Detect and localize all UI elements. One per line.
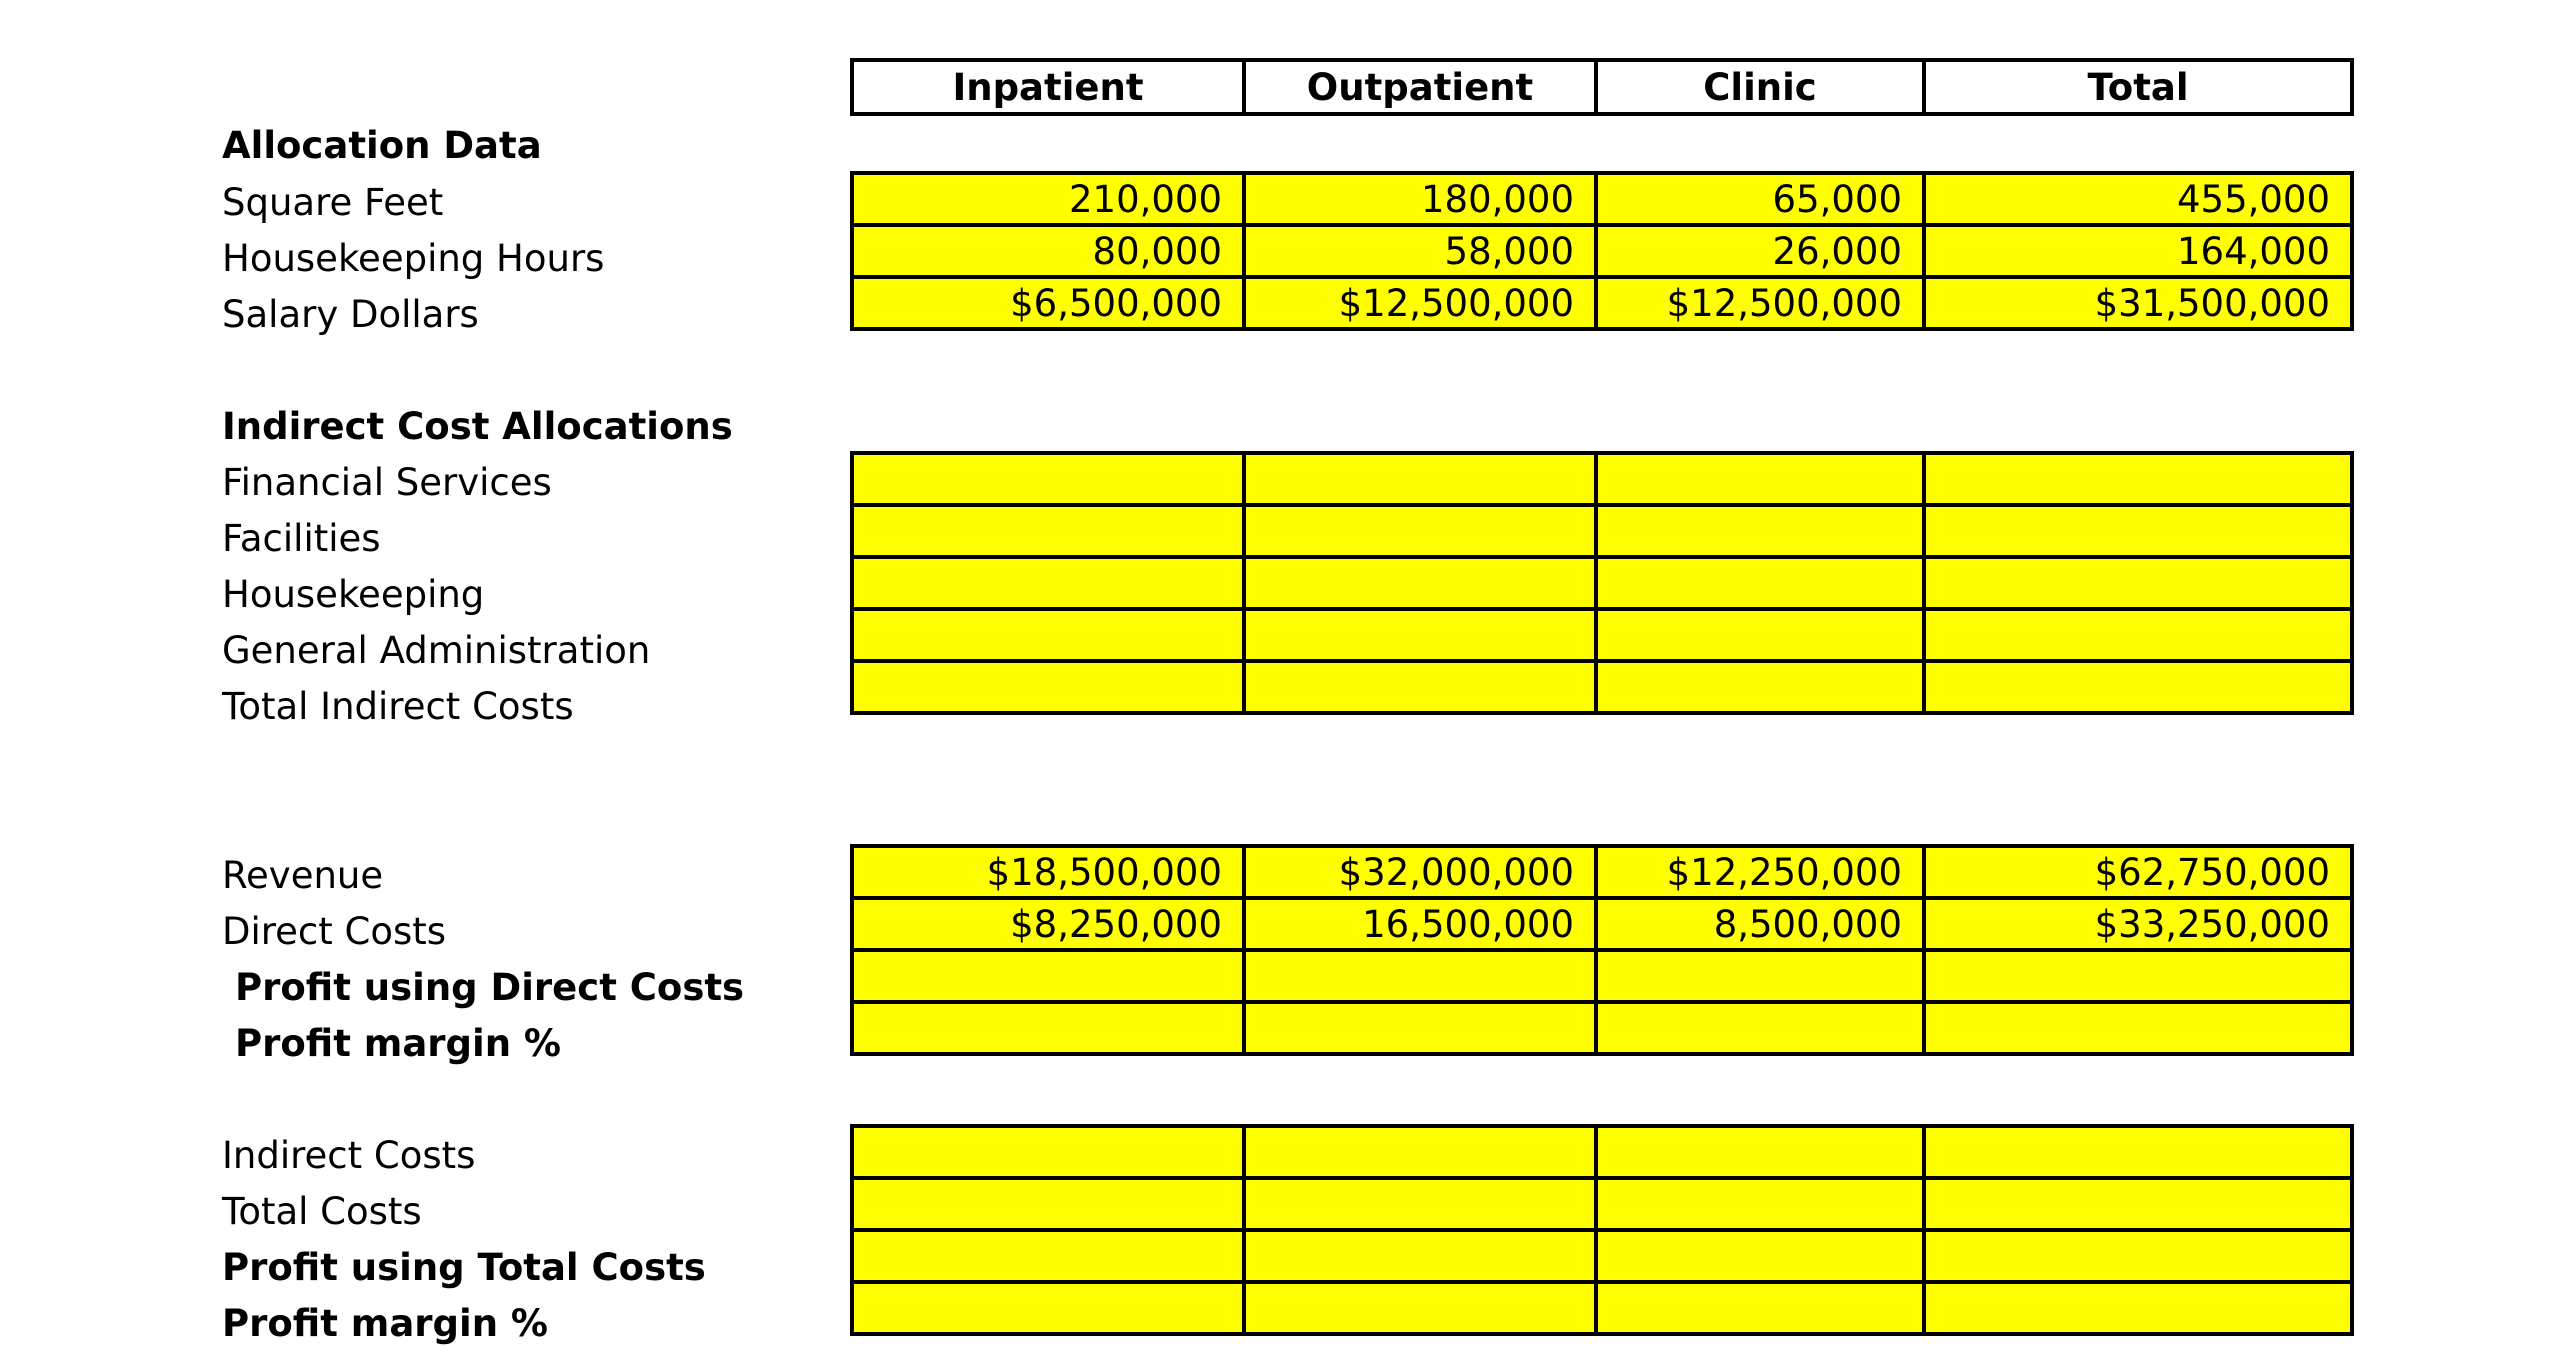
- table-row: [852, 1126, 2352, 1178]
- cell-profit-direct-outpatient[interactable]: [1244, 950, 1596, 1002]
- column-header-clinic: Clinic: [1596, 60, 1924, 114]
- cell-general-administration-outpatient[interactable]: [1244, 609, 1596, 661]
- cell-total-indirect-clinic[interactable]: [1596, 661, 1924, 713]
- table-row: [852, 277, 2352, 329]
- cell-margin-direct-clinic[interactable]: [1596, 1002, 1924, 1054]
- cell-general-administration-inpatient[interactable]: [852, 609, 1244, 661]
- table-row: [852, 846, 2352, 898]
- cell-direct-costs-outpatient[interactable]: 16,500,000: [1244, 898, 1596, 950]
- cell-profit-direct-clinic[interactable]: [1596, 950, 1924, 1002]
- cell-total-costs-inpatient[interactable]: [852, 1178, 1244, 1230]
- cell-indirect-costs-inpatient[interactable]: [852, 1126, 1244, 1178]
- cell-profit-total-outpatient[interactable]: [1244, 1230, 1596, 1282]
- row-label-general-administration: General Administration: [222, 629, 651, 672]
- table-row: [852, 609, 2352, 661]
- cell-margin-direct-outpatient[interactable]: [1244, 1002, 1596, 1054]
- cell-salary-dollars-clinic[interactable]: $12,500,000: [1596, 277, 1924, 329]
- cell-total-costs-total[interactable]: [1924, 1178, 2352, 1230]
- cell-square-feet-outpatient[interactable]: 180,000: [1244, 173, 1596, 225]
- direct-profit-table: [850, 844, 2354, 1056]
- cell-facilities-clinic[interactable]: [1596, 505, 1924, 557]
- cell-salary-dollars-total[interactable]: $31,500,000: [1924, 277, 2352, 329]
- row-label-total-costs: Total Costs: [222, 1190, 422, 1233]
- row-label-direct-costs: Direct Costs: [222, 910, 447, 953]
- cell-housekeeping-clinic[interactable]: [1596, 557, 1924, 609]
- row-label-housekeeping: Housekeeping: [222, 573, 485, 616]
- cell-square-feet-inpatient[interactable]: 210,000: [852, 173, 1244, 225]
- cell-margin-total-outpatient[interactable]: [1244, 1282, 1596, 1334]
- allocation-data-table: [850, 171, 2354, 331]
- cell-margin-total-total[interactable]: [1924, 1282, 2352, 1334]
- row-label-financial-services: Financial Services: [222, 461, 552, 504]
- section-title-indirect-cost-allocations: Indirect Cost Allocations: [222, 405, 733, 448]
- cell-housekeeping-hours-clinic[interactable]: 26,000: [1596, 225, 1924, 277]
- cell-financial-services-total[interactable]: [1924, 453, 2352, 505]
- cell-indirect-costs-total[interactable]: [1924, 1126, 2352, 1178]
- cell-general-administration-clinic[interactable]: [1596, 609, 1924, 661]
- row-label-housekeeping-hours: Housekeeping Hours: [222, 237, 605, 280]
- cell-facilities-inpatient[interactable]: [852, 505, 1244, 557]
- cell-facilities-outpatient[interactable]: [1244, 505, 1596, 557]
- cell-profit-direct-total[interactable]: [1924, 950, 2352, 1002]
- table-row: [852, 453, 2352, 505]
- table-row: [852, 225, 2352, 277]
- cell-total-costs-clinic[interactable]: [1596, 1178, 1924, 1230]
- table-row: [852, 1002, 2352, 1054]
- table-row: [852, 661, 2352, 713]
- cell-financial-services-outpatient[interactable]: [1244, 453, 1596, 505]
- cell-margin-total-inpatient[interactable]: [852, 1282, 1244, 1334]
- cell-housekeeping-hours-outpatient[interactable]: 58,000: [1244, 225, 1596, 277]
- row-label-profit-margin-direct: Profit margin %: [235, 1022, 562, 1065]
- table-row: [852, 1282, 2352, 1334]
- cell-total-costs-outpatient[interactable]: [1244, 1178, 1596, 1230]
- cell-square-feet-total[interactable]: 455,000: [1924, 173, 2352, 225]
- total-profit-table: [850, 1124, 2354, 1336]
- column-header-inpatient: Inpatient: [852, 60, 1244, 114]
- cell-direct-costs-total[interactable]: $33,250,000: [1924, 898, 2352, 950]
- cell-salary-dollars-inpatient[interactable]: $6,500,000: [852, 277, 1244, 329]
- cell-housekeeping-inpatient[interactable]: [852, 557, 1244, 609]
- cell-profit-total-inpatient[interactable]: [852, 1230, 1244, 1282]
- row-label-revenue: Revenue: [222, 854, 384, 897]
- row-label-total-indirect-costs: Total Indirect Costs: [222, 685, 574, 728]
- cell-revenue-inpatient[interactable]: $18,500,000: [852, 846, 1244, 898]
- cell-total-indirect-outpatient[interactable]: [1244, 661, 1596, 713]
- cell-financial-services-inpatient[interactable]: [852, 453, 1244, 505]
- cell-margin-total-clinic[interactable]: [1596, 1282, 1924, 1334]
- column-header-total: Total: [1924, 60, 2352, 114]
- cell-direct-costs-inpatient[interactable]: $8,250,000: [852, 898, 1244, 950]
- column-header-outpatient: Outpatient: [1244, 60, 1596, 114]
- cell-profit-total-total[interactable]: [1924, 1230, 2352, 1282]
- cell-margin-direct-total[interactable]: [1924, 1002, 2352, 1054]
- cell-indirect-costs-outpatient[interactable]: [1244, 1126, 1596, 1178]
- cell-revenue-outpatient[interactable]: $32,000,000: [1244, 846, 1596, 898]
- row-label-facilities: Facilities: [222, 517, 381, 560]
- cell-housekeeping-hours-inpatient[interactable]: 80,000: [852, 225, 1244, 277]
- row-label-indirect-costs: Indirect Costs: [222, 1134, 476, 1177]
- cell-total-indirect-total[interactable]: [1924, 661, 2352, 713]
- table-row: [852, 950, 2352, 1002]
- cell-total-indirect-inpatient[interactable]: [852, 661, 1244, 713]
- row-label-profit-direct: Profit using Direct Costs: [235, 966, 745, 1009]
- table-row: [852, 505, 2352, 557]
- cell-square-feet-clinic[interactable]: 65,000: [1596, 173, 1924, 225]
- cell-margin-direct-inpatient[interactable]: [852, 1002, 1244, 1054]
- cell-general-administration-total[interactable]: [1924, 609, 2352, 661]
- cell-indirect-costs-clinic[interactable]: [1596, 1126, 1924, 1178]
- row-label-salary-dollars: Salary Dollars: [222, 293, 479, 336]
- column-header-row: [852, 60, 2352, 114]
- cell-housekeeping-outpatient[interactable]: [1244, 557, 1596, 609]
- cell-direct-costs-clinic[interactable]: 8,500,000: [1596, 898, 1924, 950]
- cell-profit-total-clinic[interactable]: [1596, 1230, 1924, 1282]
- indirect-cost-table: [850, 451, 2354, 715]
- cell-financial-services-clinic[interactable]: [1596, 453, 1924, 505]
- table-row: [852, 1230, 2352, 1282]
- row-label-profit-total: Profit using Total Costs: [222, 1246, 706, 1289]
- row-label-profit-margin-total: Profit margin %: [222, 1302, 549, 1345]
- table-row: [852, 898, 2352, 950]
- cell-housekeeping-total[interactable]: [1924, 557, 2352, 609]
- cell-revenue-clinic[interactable]: $12,250,000: [1596, 846, 1924, 898]
- cell-revenue-total[interactable]: $62,750,000: [1924, 846, 2352, 898]
- cell-profit-direct-inpatient[interactable]: [852, 950, 1244, 1002]
- column-header-table: [850, 58, 2354, 116]
- table-row: [852, 173, 2352, 225]
- cell-salary-dollars-outpatient[interactable]: $12,500,000: [1244, 277, 1596, 329]
- cell-housekeeping-hours-total[interactable]: 164,000: [1924, 225, 2352, 277]
- row-label-square-feet: Square Feet: [222, 181, 444, 224]
- cell-facilities-total[interactable]: [1924, 505, 2352, 557]
- section-title-allocation-data: Allocation Data: [222, 124, 542, 167]
- table-row: [852, 557, 2352, 609]
- table-row: [852, 1178, 2352, 1230]
